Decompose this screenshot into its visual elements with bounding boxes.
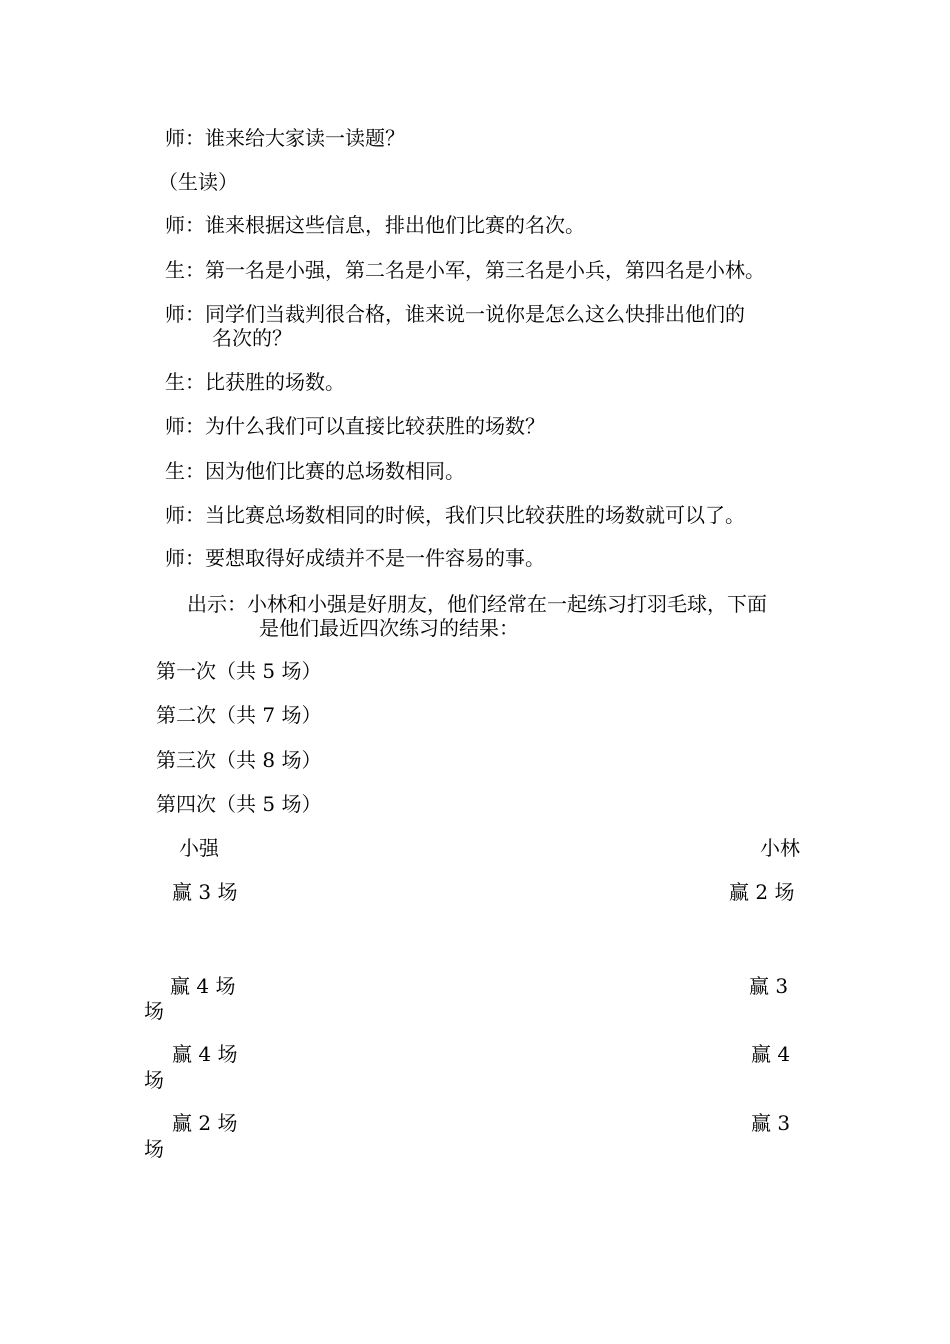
result-right: 赢 4 xyxy=(751,1042,791,1066)
round-label: 第一次（共 5 场） xyxy=(156,659,322,683)
player-name-left: 小强 xyxy=(179,836,219,860)
dialogue-line: 师：同学们当裁判很合格，谁来说一说你是怎么这么快排出他们的 xyxy=(165,302,745,326)
problem-statement: 出示：小林和小强是好朋友，他们经常在一起练习打羽毛球，下面 xyxy=(187,592,767,616)
dialogue-line: 生：比获胜的场数。 xyxy=(165,370,345,394)
result-left: 赢 4 场 xyxy=(172,1042,238,1066)
result-left: 赢 2 场 xyxy=(172,1111,238,1135)
result-left: 赢 3 场 xyxy=(172,880,238,904)
result-left-wrap: 场 xyxy=(144,1137,164,1161)
round-label: 第二次（共 7 场） xyxy=(156,703,322,727)
dialogue-line: 生：因为他们比赛的总场数相同。 xyxy=(165,459,465,483)
dialogue-line: 师：当比赛总场数相同的时候，我们只比较获胜的场数就可以了。 xyxy=(165,503,745,527)
result-right: 赢 2 场 xyxy=(729,880,795,904)
round-label: 第四次（共 5 场） xyxy=(156,792,322,816)
dialogue-line-continuation: 名次的？ xyxy=(212,326,292,350)
player-name-right: 小林 xyxy=(760,836,800,860)
dialogue-line: 师：谁来根据这些信息，排出他们比赛的名次。 xyxy=(165,213,585,237)
dialogue-line: 师：要想取得好成绩并不是一件容易的事。 xyxy=(165,546,545,570)
round-label: 第三次（共 8 场） xyxy=(156,748,322,772)
dialogue-line: 师：谁来给大家读一读题？ xyxy=(165,126,405,150)
dialogue-line: 师：为什么我们可以直接比较获胜的场数？ xyxy=(165,414,545,438)
result-right: 赢 3 xyxy=(751,1111,791,1135)
result-left-wrap: 场 xyxy=(144,999,164,1023)
dialogue-line: （生读） xyxy=(158,170,238,194)
result-right: 赢 3 xyxy=(749,974,789,998)
dialogue-line: 生：第一名是小强，第二名是小军，第三名是小兵，第四名是小林。 xyxy=(165,258,765,282)
problem-statement-continuation: 是他们最近四次练习的结果： xyxy=(259,616,519,640)
result-left-wrap: 场 xyxy=(144,1068,164,1092)
result-left: 赢 4 场 xyxy=(170,974,236,998)
